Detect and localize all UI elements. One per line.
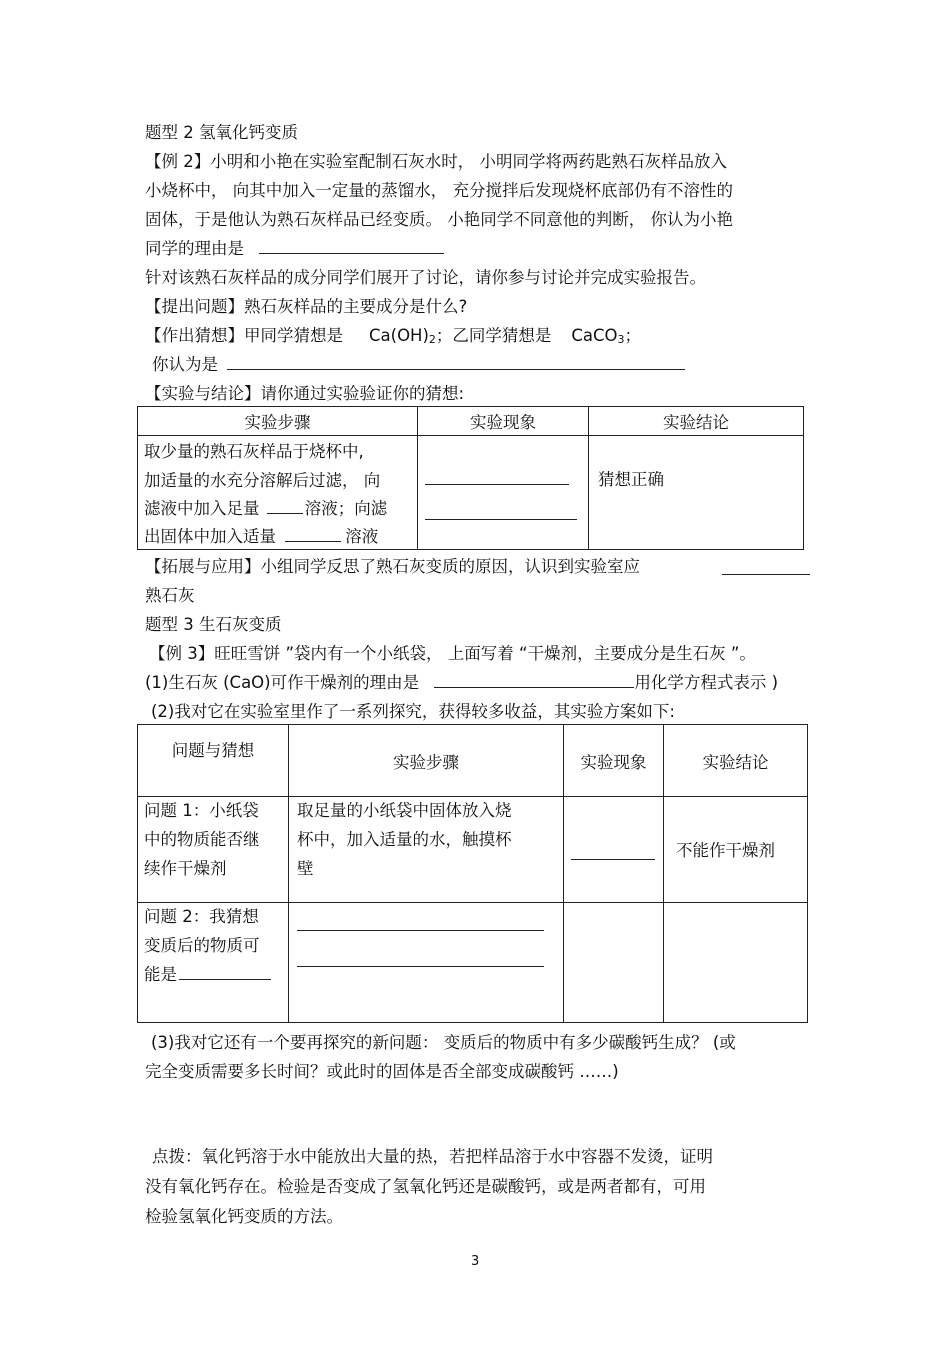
t1-step-line3a: 滤液中加入足量 [144,499,260,518]
guess-a: Ca(OH) [369,326,429,345]
q2-line: (2)我对它在实验室里作了一系列探究，获得较多收益，其实验方案如下: [151,702,675,721]
guess-b-sub: 3 [617,333,625,346]
t2-row2-problem-line3 [144,964,271,986]
t2-row1-phenomenon-blank[interactable] [571,859,655,860]
t2-header-conclusion: 实验结论 [664,725,808,797]
example2-line4-text: 同学的理由是 [145,239,244,258]
t1-header-phenomenon: 实验现象 [418,407,589,436]
q1-blank[interactable] [434,673,634,688]
t1-solution-blank-1[interactable] [267,499,303,514]
experiment-intro: 【实验与结论】请你通过实验验证你的猜想: [145,384,465,403]
you-think-line [152,354,685,376]
t1-conclusion-text: 猜想正确 [598,470,664,489]
section3-title: 题型 3 生石灰变质 [145,615,282,634]
example2-line1: 【例 2】小明和小艳在实验室配制石灰水时， 小明同学将两药匙熟石灰样品放入 [145,152,727,171]
t2-header-problem: 问题与猜想 [138,725,289,797]
t2-row1-conclusion-text: 不能作干燥剂 [676,841,775,860]
t1-phenomenon-blank-2[interactable] [425,519,577,520]
q3-line2: 完全变质需要多长时间？或此时的固体是否全部变成碳酸钙 ……) [145,1062,619,1081]
guess-a-sub: 2 [428,333,436,346]
t1-step-line2: 加适量的水充分溶解后过滤， 向 [144,471,381,490]
guess-prefix: 【作出猜想】甲同学猜想是 [145,326,343,345]
t1-step-line4 [144,526,378,548]
discussion-line: 针对该熟石灰样品的成分同学们展开了讨论，请你参与讨论并完成实验报告。 [145,268,706,287]
example2-line2: 小烧杯中， 向其中加入一定量的蒸馏水， 充分搅拌后发现烧杯底部仍有不溶性的 [145,181,733,200]
t2-row2-step-blank-2[interactable] [297,966,544,967]
guess-mid: ；乙同学猜想是 [435,326,552,345]
t1-header-conclusion: 实验结论 [589,407,804,436]
example2-line4 [145,238,444,260]
guess-b: CaCO [571,326,618,345]
t2-row2-problem-line2: 变质后的物质可 [144,936,260,955]
t2-header-step: 实验步骤 [289,725,564,797]
q1-prefix: (1)生石灰 (CaO)可作干燥剂的理由是 [145,673,420,692]
t1-solution-blank-2[interactable] [285,527,341,542]
t2-row1-problem-line2: 中的物质能否继 [144,830,260,849]
extension-tail: 熟石灰 [145,586,195,605]
t2-row2-problem-line3-text: 能是 [144,965,177,984]
reason-blank[interactable] [259,239,444,254]
t1-step-line1: 取少量的熟石灰样品于烧杯中, [144,442,364,461]
guess-line [145,325,641,351]
t2-row2-step-blank-1[interactable] [297,930,544,931]
t1-phenomenon-cell [418,436,589,550]
t2-header-phenomenon: 实验现象 [564,725,664,797]
extension-blank[interactable] [722,574,810,575]
t1-step-line3 [144,498,387,520]
page-number: 3 [471,1254,480,1269]
example3-line: 【例 3】旺旺雪饼 ”袋内有一个小纸袋， 上面写着 “干燥剂，主要成分是生石灰 ”。 [149,644,756,663]
t1-step-line3b: 溶液；向滤 [304,499,388,518]
tip-line2: 没有氧化钙存在。检验是否变成了氢氧化钙还是碳酸钙，或是两者都有，可用 [145,1177,706,1196]
t1-phenomenon-blank-1[interactable] [425,484,569,485]
t2-row1-problem-line3: 续作干燥剂 [144,859,227,878]
t2-row1-step-line1: 取足量的小纸袋中固体放入烧 [297,801,512,820]
t2-row2-problem-line1: 问题 2：我猜想 [144,907,259,926]
t2-row1-step-line3: 壁 [297,859,314,878]
t1-header-step: 实验步骤 [138,407,418,436]
t1-step-line4a: 出固体中加入适量 [144,527,276,546]
tip-line1: 点拨：氧化钙溶于水中能放出大量的热，若把样品溶于水中容器不发烫，证明 [152,1147,713,1166]
t1-step-line4b: 溶液 [345,527,379,546]
question-line: 【提出问题】熟石灰样品的主要成分是什么? [145,297,468,316]
t2-row1-step-line2: 杯中，加入适量的水，触摸杯 [297,830,512,849]
t2-row1-problem-line1: 问题 1：小纸袋 [144,801,259,820]
guess-end: ； [624,326,642,345]
tip-line3: 检验氢氧化钙变质的方法。 [145,1207,343,1226]
q1-line [145,672,778,694]
q1-suffix: 用化学方程式表示 ) [634,673,779,692]
t1-conclusion-cell [589,436,804,550]
example2-line3: 固体，于是他认为熟石灰样品已经变质。 小艳同学不同意他的判断， 你认为小艳 [145,210,733,229]
t2-row2-phenomenon-cell [564,903,664,1023]
t2-row2-guess-blank[interactable] [179,965,271,980]
t2-row2-conclusion-cell [664,903,808,1023]
section2-title: 题型 2 氢氧化钙变质 [145,123,298,142]
t2-row1-phenomenon-cell [564,797,664,903]
you-think-blank[interactable] [227,355,685,370]
q3-line1: (3)我对它还有一个要再探究的新问题： 变质后的物质中有多少碳酸钙生成？ (或 [151,1033,736,1052]
extension-line: 【拓展与应用】小组同学反思了熟石灰变质的原因，认识到实验室应 [145,557,640,576]
t2-row2-step-cell [289,903,564,1023]
you-think-text: 你认为是 [152,355,218,374]
